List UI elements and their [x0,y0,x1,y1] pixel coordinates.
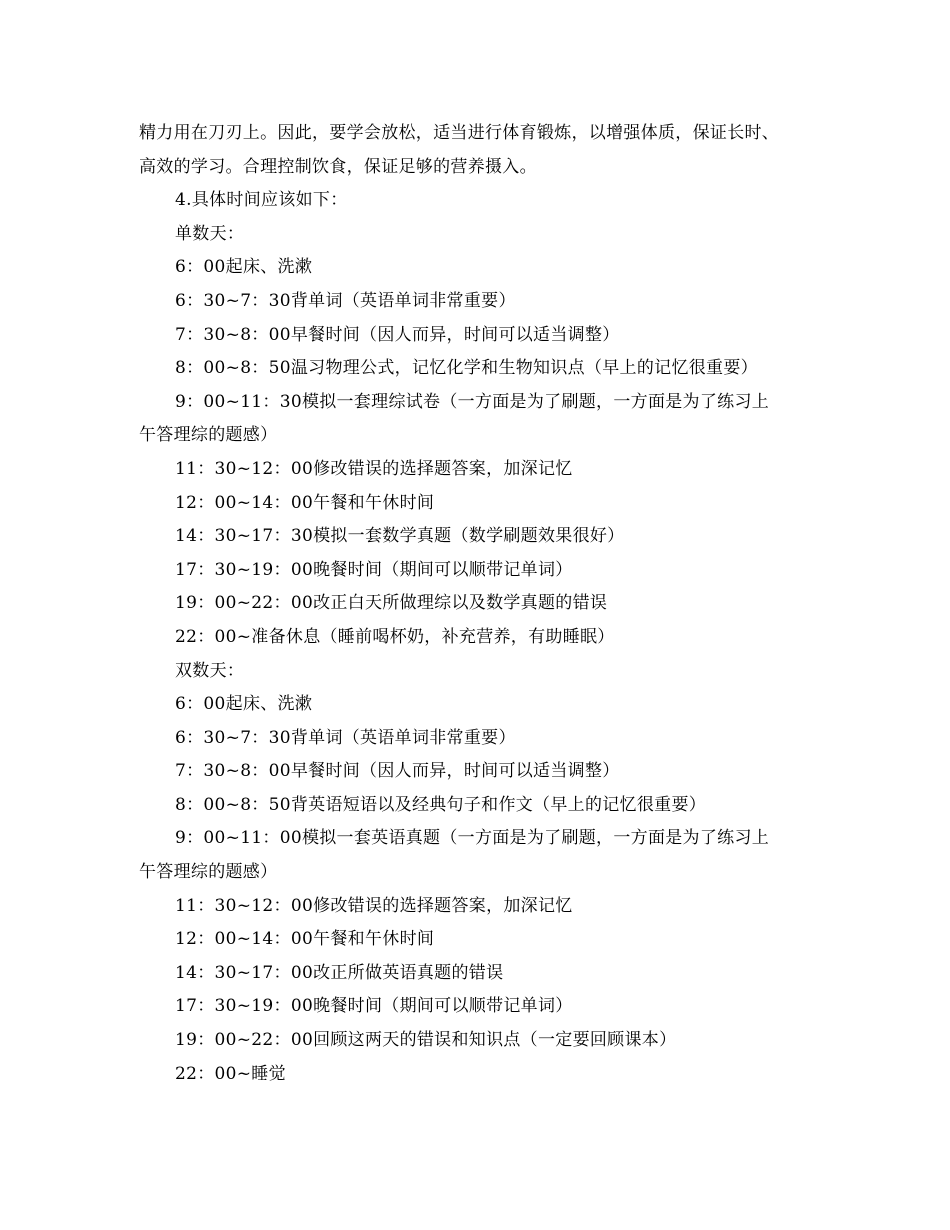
odd-item: 7：30~8：00早餐时间（因人而异，时间可以适当调整） [175,324,620,345]
even-item: 22：00~睡觉 [175,1063,286,1084]
even-item: 12：00~14：00午餐和午休时间 [175,929,435,950]
even-item: 9：00~11：00模拟一套英语真题（一方面是为了刷题，一方面是为了练习上 [175,828,770,849]
even-item: 11：30~12：00修改错误的选择题答案，加深记忆 [175,895,573,916]
odd-item: 8：00~8：50温习物理公式，记忆化学和生物知识点（早上的记忆很重要） [175,358,758,379]
even-item: 7：30~8：00早餐时间（因人而异，时间可以适当调整） [175,761,620,782]
odd-days-label: 单数天： [175,223,245,244]
odd-item: 22：00~准备休息（睡前喝杯奶，补充营养，有助睡眠） [175,626,615,647]
odd-item: 6：30~7：30背单词（英语单词非常重要） [175,290,516,311]
odd-item: 12：00~14：00午餐和午休时间 [175,492,435,513]
odd-item: 11：30~12：00修改错误的选择题答案，加深记忆 [175,458,573,479]
point-heading: 4.具体时间应该如下： [175,190,348,211]
odd-item: 14：30~17：30模拟一套数学真题（数学刷题效果很好） [175,526,625,547]
document-body [139,117,839,1091]
odd-item: 19：00~22：00改正白天所做理综以及数学真题的错误 [175,593,608,614]
even-item: 17：30~19：00晚餐时间（期间可以顺带记单词） [175,996,573,1017]
odd-item-wrap: 午答理综的题感） [139,425,278,446]
intro-line-2: 高效的学习。合理控制饮食，保证足够的营养摄入。 [139,156,537,177]
odd-item: 17：30~19：00晚餐时间（期间可以顺带记单词） [175,559,573,580]
even-item: 6：00起床、洗漱 [175,694,313,715]
even-item: 19：00~22：00回顾这两天的错误和知识点（一定要回顾课本） [175,1030,677,1051]
even-days-label: 双数天： [175,660,245,681]
odd-item: 9：00~11：30模拟一套理综试卷（一方面是为了刷题，一方面是为了练习上 [175,391,770,412]
even-item: 14：30~17：00改正所做英语真题的错误 [175,962,504,983]
even-item: 8：00~8：50背英语短语以及经典句子和作文（早上的记忆很重要） [175,794,707,815]
odd-item: 6：00起床、洗漱 [175,257,313,278]
intro-line-1: 精力用在刀刃上。因此，要学会放松，适当进行体育锻炼，以增强体质，保证长时、 [139,123,780,143]
even-item-wrap: 午答理综的题感） [139,862,278,883]
even-item: 6：30~7：30背单词（英语单词非常重要） [175,727,516,748]
